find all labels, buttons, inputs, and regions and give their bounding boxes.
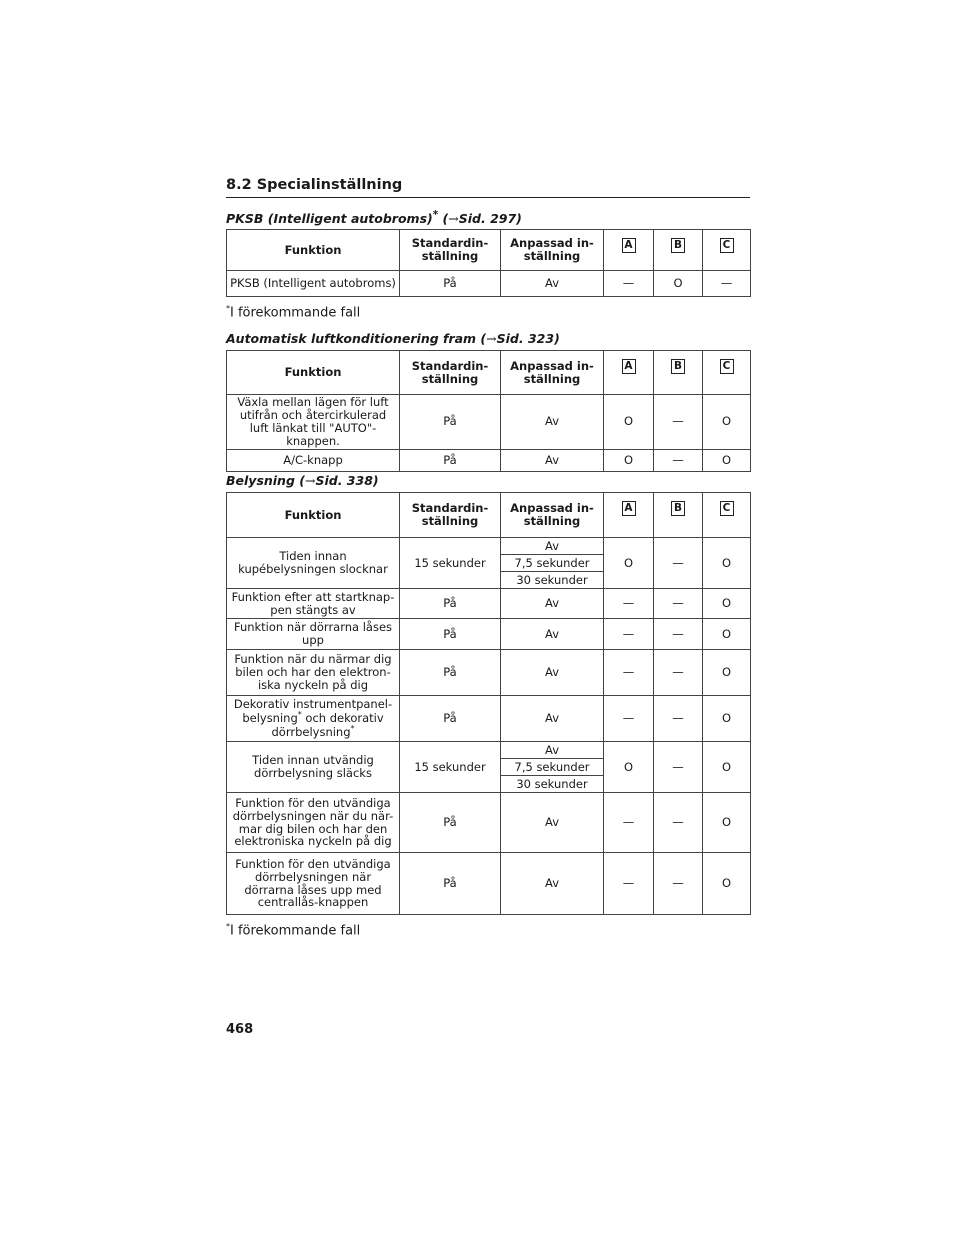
header-standard: Standardin-ställning xyxy=(400,351,501,395)
cell-custom: Av xyxy=(501,271,604,297)
cell-funktion: Funktion för den utvändiga dörrbelysningen när dörrarna låses upp med centrallås-knappen xyxy=(227,853,400,915)
cell-c: — xyxy=(703,271,751,297)
arrow-icon: → xyxy=(448,211,459,227)
cell-a: O xyxy=(604,449,654,471)
cell-custom: Av xyxy=(501,696,604,742)
cell-funktion: A/C-knapp xyxy=(227,449,400,471)
cell-standard: På xyxy=(400,395,501,450)
cell-custom: 7,5 sekunder xyxy=(501,759,604,776)
light-table xyxy=(226,492,751,915)
cell-c: O xyxy=(703,589,751,619)
cell-custom: Av xyxy=(501,449,604,471)
header-standard: Standardin-ställning xyxy=(400,493,501,538)
cell-funktion: Funktion för den utvändiga dörrbelysningen när du när-mar dig bilen och har den elektroniska nyckeln på dig xyxy=(227,793,400,853)
cell-b: — xyxy=(654,589,703,619)
footnote-1: *I förekommande fall xyxy=(226,304,361,321)
arrow-icon: → xyxy=(486,331,497,346)
header-funktion: Funktion xyxy=(227,230,400,271)
box-a-icon: A xyxy=(622,359,636,374)
cell-standard: 15 sekunder xyxy=(400,742,501,793)
cell-c: O xyxy=(703,793,751,853)
cell-funktion: Tiden innan kupébelysningen slocknar xyxy=(227,538,400,589)
pksb-title-text: PKSB (Intelligent autobroms) xyxy=(226,211,433,227)
pksb-table xyxy=(226,229,751,297)
cell-custom: 30 sekunder xyxy=(501,776,604,793)
table-row xyxy=(227,742,751,759)
cell-standard: På xyxy=(400,793,501,853)
header-b xyxy=(654,493,703,538)
box-a-icon: A xyxy=(622,501,636,516)
section-header: 8.2 Specialinställning xyxy=(226,177,750,198)
light-title-text: Belysning ( xyxy=(226,473,305,488)
header-custom: Anpassad in-ställning xyxy=(501,493,604,538)
cell-c: O xyxy=(703,619,751,650)
cell-b: — xyxy=(654,650,703,696)
cell-b: — xyxy=(654,853,703,915)
table-row xyxy=(227,271,751,297)
box-a-icon: A xyxy=(622,238,636,253)
cell-standard: På xyxy=(400,650,501,696)
box-b-icon: B xyxy=(671,501,685,516)
table-row xyxy=(227,619,751,650)
ac-ref: Sid. 323) xyxy=(496,331,560,346)
table-header-row xyxy=(227,230,751,271)
footnote-mark: * xyxy=(432,209,439,221)
cell-funktion: PKSB (Intelligent autobroms) xyxy=(227,271,400,297)
header-c xyxy=(703,351,751,395)
cell-standard: På xyxy=(400,449,501,471)
cell-b: — xyxy=(654,793,703,853)
cell-a: — xyxy=(604,589,654,619)
table-row xyxy=(227,538,751,555)
cell-c: O xyxy=(703,696,751,742)
header-b xyxy=(654,351,703,395)
cell-b: — xyxy=(654,449,703,471)
header-custom: Anpassad in-ställning xyxy=(501,351,604,395)
cell-standard: På xyxy=(400,619,501,650)
header-custom: Anpassad in-ställning xyxy=(501,230,604,271)
table-row xyxy=(227,696,751,742)
pksb-title: PKSB (Intelligent autobroms)* (→Sid. 297) xyxy=(226,209,522,227)
cell-b: — xyxy=(654,742,703,793)
cell-custom: Av xyxy=(501,793,604,853)
cell-c: O xyxy=(703,449,751,471)
cell-standard: 15 sekunder xyxy=(400,538,501,589)
header-c xyxy=(703,493,751,538)
cell-custom: Av xyxy=(501,742,604,759)
pksb-ref: Sid. 297) xyxy=(458,211,522,227)
footnote-2: *I förekommande fall xyxy=(226,922,361,939)
cell-standard: På xyxy=(400,589,501,619)
cell-c: O xyxy=(703,742,751,793)
ac-table xyxy=(226,350,751,472)
cell-custom: 7,5 sekunder xyxy=(501,555,604,572)
cell-funktion: Funktion efter att startknap-pen stängts av xyxy=(227,589,400,619)
cell-a: — xyxy=(604,619,654,650)
header-a xyxy=(604,230,654,271)
cell-a: O xyxy=(604,538,654,589)
cell-standard: På xyxy=(400,853,501,915)
arrow-icon: → xyxy=(304,473,316,488)
light-title xyxy=(226,473,379,488)
header-c xyxy=(703,230,751,271)
box-b-icon: B xyxy=(671,238,685,253)
cell-b: — xyxy=(654,696,703,742)
cell-custom: Av xyxy=(501,619,604,650)
table-row xyxy=(227,853,751,915)
box-c-icon: C xyxy=(720,359,734,374)
table-header-row xyxy=(227,493,751,538)
cell-a: — xyxy=(604,696,654,742)
cell-c: O xyxy=(703,650,751,696)
table-row xyxy=(227,650,751,696)
cell-funktion: Tiden innan utvändig dörrbelysning släcks xyxy=(227,742,400,793)
cell-a: — xyxy=(604,853,654,915)
cell-funktion: Dekorativ instrumentpanel-belysning* och dekorativ dörrbelysning* xyxy=(227,696,400,742)
cell-b: — xyxy=(654,395,703,450)
box-b-icon: B xyxy=(671,359,685,374)
cell-c: O xyxy=(703,395,751,450)
header-a xyxy=(604,351,654,395)
table-row xyxy=(227,793,751,853)
header-b xyxy=(654,230,703,271)
table-row xyxy=(227,589,751,619)
cell-b: O xyxy=(654,271,703,297)
table-row xyxy=(227,395,751,450)
cell-funktion: Funktion när du närmar dig bilen och har den elektron-iska nyckeln på dig xyxy=(227,650,400,696)
header-funktion: Funktion xyxy=(227,351,400,395)
cell-a: — xyxy=(604,793,654,853)
cell-a: — xyxy=(604,650,654,696)
cell-standard: På xyxy=(400,696,501,742)
cell-funktion: Växla mellan lägen för luft utifrån och återcirkulerad luft länkat till "AUTO"-knappen. xyxy=(227,395,400,450)
cell-custom: Av xyxy=(501,589,604,619)
cell-a: — xyxy=(604,271,654,297)
cell-b: — xyxy=(654,538,703,589)
cell-custom: Av xyxy=(501,538,604,555)
cell-custom: Av xyxy=(501,395,604,450)
header-a xyxy=(604,493,654,538)
header-funktion: Funktion xyxy=(227,493,400,538)
cell-standard: På xyxy=(400,271,501,297)
cell-a: O xyxy=(604,742,654,793)
cell-c: O xyxy=(703,538,751,589)
page-number: 468 xyxy=(226,1022,254,1037)
ac-title xyxy=(226,331,560,346)
cell-b: — xyxy=(654,619,703,650)
header-standard: Standardin-ställning xyxy=(400,230,501,271)
cell-funktion: Funktion när dörrarna låses upp xyxy=(227,619,400,650)
cell-custom: Av xyxy=(501,650,604,696)
box-c-icon: C xyxy=(720,501,734,516)
cell-custom: Av xyxy=(501,853,604,915)
cell-c: O xyxy=(703,853,751,915)
light-ref: Sid. 338) xyxy=(315,473,379,488)
ac-title-text: Automatisk luftkonditionering fram ( xyxy=(226,331,487,346)
table-row xyxy=(227,449,751,471)
cell-a: O xyxy=(604,395,654,450)
table-header-row xyxy=(227,351,751,395)
cell-custom: 30 sekunder xyxy=(501,572,604,589)
box-c-icon: C xyxy=(720,238,734,253)
